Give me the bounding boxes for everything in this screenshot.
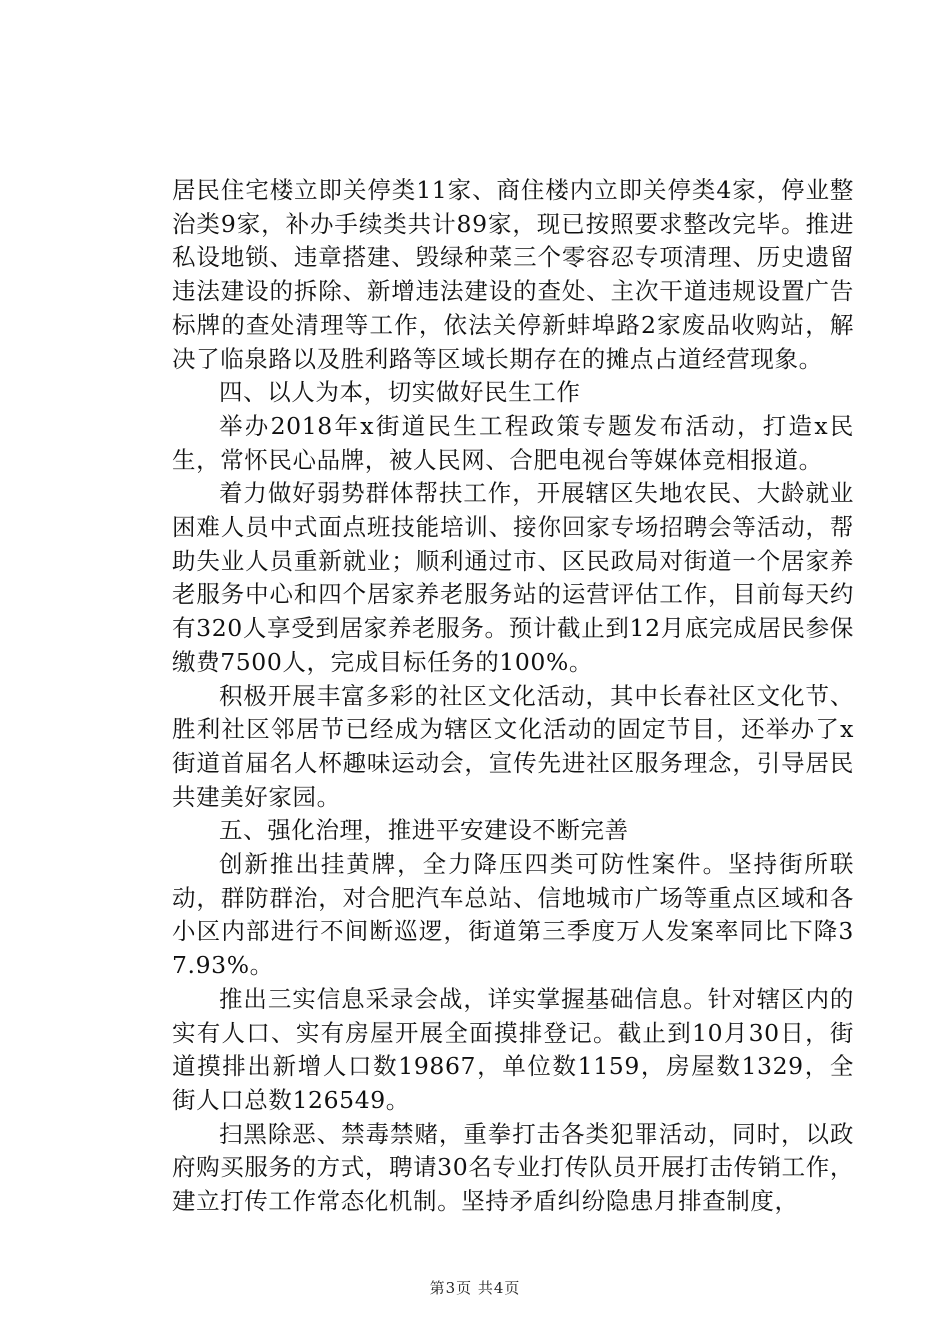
paragraph: 创新推出挂黄牌，全力降压四类可防性案件。坚持街所联动，群防群治，对合肥汽车总站、信地城市广场等重点区域和各小区内部进行不间断巡逻，街道第三季度万人发案率同比下降37.93%。 (172, 850, 854, 980)
paragraph: 积极开展丰富多彩的社区文化活动，其中长春社区文化节、胜利社区邻居节已经成为辖区文化活动的固定节目，还举办了x街道首届名人杯趣味运动会，宣传先进社区服务理念，引导居民共建美好家园。 (172, 681, 854, 811)
paragraph: 扫黑除恶、禁毒禁赌，重拳打击各类犯罪活动，同时，以政府购买服务的方式，聘请30名专业打传队员开展打击传销工作，建立打传工作常态化机制。坚持矛盾纠纷隐患月排查制度， (172, 1119, 854, 1216)
paragraph: 推出三实信息采录会战，详实掌握基础信息。针对辖区内的实有人口、实有房屋开展全面摸排登记。截止到10月30日，街道摸排出新增人口数19867，单位数1159，房屋数1329，全街人口总数126549。 (172, 984, 854, 1114)
section-heading-5: 五、强化治理，推进平安建设不断完善 (219, 816, 629, 845)
paragraph-continued: 居民住宅楼立即关停类11家、商住楼内立即关停类4家，停业整治类9家，补办手续类共计89家，现已按照要求整改完毕。推进私设地锁、违章搭建、毁绿种菜三个零容忍专项清理、历史遗留违法建设的拆除、新增违法建设的查处、主次干道违规设置广告标牌的查处清理等工作，依法关停新蚌埠路2家废品收购站，解决了临泉路以及胜利路等区域长期存在的摊点占道经营现象。 (172, 176, 854, 373)
document-body (172, 174, 854, 1219)
page-footer: 第3页 共4页 (429, 1279, 521, 1297)
section-heading-4: 四、以人为本，切实做好民生工作 (219, 378, 581, 407)
paragraph: 着力做好弱势群体帮扶工作，开展辖区失地农民、大龄就业困难人员中式面点班技能培训、接你回家专场招聘会等活动，帮助失业人员重新就业；顺利通过市、区民政局对街道一个居家养老服务中心和四个居家养老服务站的运营评估工作，目前每天约有320人享受到居家养老服务。预计截止到12月底完成居民参保缴费7500人，完成目标任务的100%。 (172, 479, 854, 676)
paragraph: 举办2018年x街道民生工程政策专题发布活动，打造x民生，常怀民心品牌，被人民网、合肥电视台等媒体竞相报道。 (172, 411, 854, 474)
